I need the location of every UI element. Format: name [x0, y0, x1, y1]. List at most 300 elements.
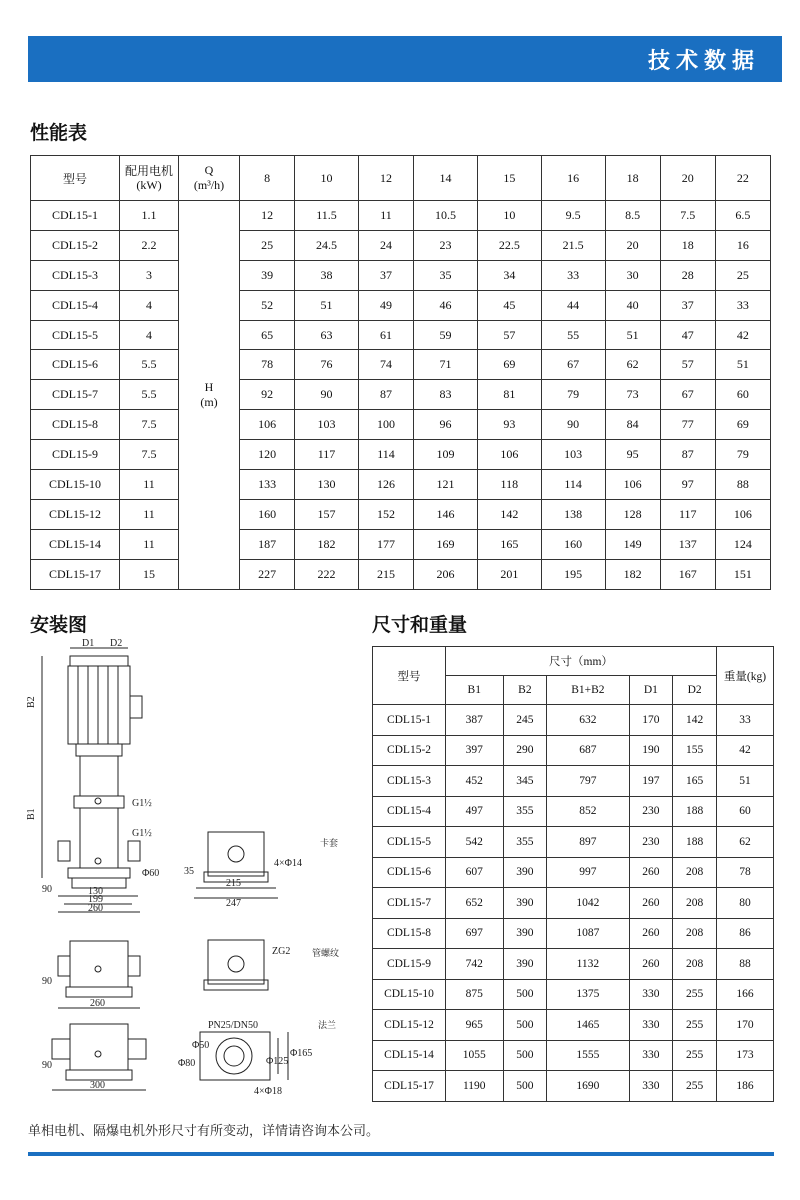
label-d1: D1 — [82, 638, 95, 649]
cell-head-value: 93 — [477, 410, 541, 440]
cell-head-value: 120 — [240, 440, 295, 470]
cell-head-value: 97 — [660, 470, 715, 500]
cell-model: CDL15-6 — [31, 350, 120, 380]
dim-cell-value: 500 — [503, 1040, 547, 1071]
cell-head-value: 117 — [660, 499, 715, 529]
table-row — [373, 705, 774, 736]
cell-head-value: 152 — [358, 499, 413, 529]
cell-head-value: 61 — [358, 320, 413, 350]
label-pn: PN25/DN50 — [208, 1020, 259, 1031]
install-title: 安装图 — [30, 614, 88, 636]
cell-head-value: 160 — [240, 499, 295, 529]
label-holes18: 4×Φ18 — [254, 1086, 282, 1097]
dim-subheader: D2 — [673, 676, 717, 705]
cell-motor: 11 — [120, 529, 179, 559]
cell-head-value: 71 — [414, 350, 478, 380]
cell-head-unit — [179, 201, 240, 590]
dim-cell-value: 330 — [629, 1040, 673, 1071]
cell-head-value: 121 — [414, 470, 478, 500]
cell-head-value: 109 — [414, 440, 478, 470]
cell-head-value: 9.5 — [541, 201, 605, 231]
dim-cell-value: 387 — [446, 705, 504, 736]
dim-cell-value: 652 — [446, 888, 504, 919]
label-holes14: 4×Φ14 — [274, 858, 302, 869]
cell-model: CDL15-7 — [31, 380, 120, 410]
cell-motor: 7.5 — [120, 410, 179, 440]
cell-head-value: 8.5 — [605, 201, 660, 231]
cell-head-value: 81 — [477, 380, 541, 410]
cell-head-value: 142 — [477, 499, 541, 529]
label-d50: Φ50 — [192, 1040, 210, 1051]
cell-head-value: 187 — [240, 529, 295, 559]
cell-head-value: 114 — [358, 440, 413, 470]
label-flange: 法兰 — [318, 1021, 337, 1031]
cell-head-value: 90 — [541, 410, 605, 440]
dim-cell-model: CDL15-7 — [373, 888, 446, 919]
dim-cell-value: 230 — [629, 827, 673, 858]
cell-motor: 5.5 — [120, 350, 179, 380]
cell-head-value: 138 — [541, 499, 605, 529]
cell-head-value: 62 — [605, 350, 660, 380]
cell-head-value: 117 — [295, 440, 359, 470]
dim-cell-model: CDL15-5 — [373, 827, 446, 858]
cell-motor: 11 — [120, 499, 179, 529]
label-zg2: ZG2 — [272, 946, 291, 957]
dim-cell-value: 170 — [629, 705, 673, 736]
dim-cell-value: 330 — [629, 1071, 673, 1102]
cell-head-value: 6.5 — [715, 201, 770, 231]
cell-head-value: 33 — [715, 290, 770, 320]
cell-head-value: 90 — [295, 380, 359, 410]
cell-head-value: 182 — [295, 529, 359, 559]
table-row — [373, 949, 774, 980]
cell-head-value: 195 — [541, 559, 605, 589]
cell-head-value: 146 — [414, 499, 478, 529]
header-motor — [120, 156, 179, 201]
table-row — [31, 320, 771, 350]
dim-cell-value: 355 — [503, 827, 547, 858]
cell-motor: 5.5 — [120, 380, 179, 410]
dim-cell-model: CDL15-14 — [373, 1040, 446, 1071]
label-260b: 260 — [90, 998, 105, 1009]
cell-head-value: 28 — [660, 260, 715, 290]
dim-cell-value: 1465 — [547, 1010, 629, 1041]
dim-subheader: B1+B2 — [547, 676, 629, 705]
label-b1: B1 — [26, 808, 37, 820]
cell-head-value: 65 — [240, 320, 295, 350]
dim-cell-weight: 86 — [717, 918, 774, 949]
header-bar — [28, 36, 782, 82]
dim-cell-value: 390 — [503, 888, 547, 919]
header-q — [179, 156, 240, 201]
dim-cell-value: 500 — [503, 1010, 547, 1041]
dim-cell-value: 345 — [503, 766, 547, 797]
cell-head-value: 106 — [240, 410, 295, 440]
cell-head-value: 33 — [541, 260, 605, 290]
cell-head-value: 88 — [715, 470, 770, 500]
dim-cell-weight: 166 — [717, 979, 774, 1010]
table-row — [31, 559, 771, 589]
dim-cell-value: 1555 — [547, 1040, 629, 1071]
footer-bar — [28, 1152, 774, 1156]
cell-head-value: 20 — [605, 230, 660, 260]
dim-cell-value: 165 — [673, 766, 717, 797]
table-row — [31, 290, 771, 320]
cell-head-value: 37 — [358, 260, 413, 290]
cell-head-value: 34 — [477, 260, 541, 290]
dim-cell-model: CDL15-10 — [373, 979, 446, 1010]
dim-cell-weight: 62 — [717, 827, 774, 858]
dim-cell-value: 290 — [503, 735, 547, 766]
dim-cell-weight: 78 — [717, 857, 774, 888]
label-300: 300 — [90, 1080, 105, 1091]
table-row — [373, 827, 774, 858]
cell-head-value: 24.5 — [295, 230, 359, 260]
dim-cell-model: CDL15-8 — [373, 918, 446, 949]
cell-head-value: 77 — [660, 410, 715, 440]
cell-head-value: 74 — [358, 350, 413, 380]
motor-body — [68, 666, 130, 744]
cell-head-value: 11 — [358, 201, 413, 231]
cell-head-value: 10.5 — [414, 201, 478, 231]
cell-head-value: 160 — [541, 529, 605, 559]
cell-head-value: 206 — [414, 559, 478, 589]
dim-cell-value: 1190 — [446, 1071, 504, 1102]
header-flow: 15 — [477, 156, 541, 201]
cell-head-value: 215 — [358, 559, 413, 589]
label-130: 130 — [88, 886, 103, 897]
label-d60: Φ60 — [142, 868, 160, 879]
header-motor-line1: 配用电机 — [124, 164, 173, 178]
outlet-circle — [95, 858, 101, 864]
cell-head-value: 157 — [295, 499, 359, 529]
cell-head-value: 103 — [541, 440, 605, 470]
dim-cell-weight: 173 — [717, 1040, 774, 1071]
cell-head-value: 151 — [715, 559, 770, 589]
table-row — [373, 918, 774, 949]
footnote: 单相电机、隔爆电机外形尺寸有所变动，详情请咨询本公司。 — [28, 1124, 380, 1139]
cell-head-value: 167 — [660, 559, 715, 589]
table-row — [373, 979, 774, 1010]
dim-cell-weight: 33 — [717, 705, 774, 736]
cell-head-value: 83 — [414, 380, 478, 410]
cell-head-value: 96 — [414, 410, 478, 440]
dim-subheader: D1 — [629, 676, 673, 705]
dim-cell-value: 542 — [446, 827, 504, 858]
dim-cell-value: 208 — [673, 918, 717, 949]
cell-head-value: 100 — [358, 410, 413, 440]
cell-head-value: 35 — [414, 260, 478, 290]
cell-head-value: 149 — [605, 529, 660, 559]
cell-head-value: 16 — [715, 230, 770, 260]
cell-head-value: 130 — [295, 470, 359, 500]
cell-head-value: 92 — [240, 380, 295, 410]
label-d2: D2 — [110, 638, 123, 649]
dim-cell-model: CDL15-12 — [373, 1010, 446, 1041]
cell-head-value: 133 — [240, 470, 295, 500]
dim-cell-model: CDL15-17 — [373, 1071, 446, 1102]
header-flow: 10 — [295, 156, 359, 201]
cell-head-value: 126 — [358, 470, 413, 500]
cell-head-value: 95 — [605, 440, 660, 470]
cell-head-value: 128 — [605, 499, 660, 529]
cell-motor: 4 — [120, 290, 179, 320]
dim-cell-value: 875 — [446, 979, 504, 1010]
cell-head-value: 51 — [605, 320, 660, 350]
cell-head-value: 47 — [660, 320, 715, 350]
header-flow: 16 — [541, 156, 605, 201]
label-90b: 90 — [42, 976, 52, 987]
table-row — [31, 350, 771, 380]
cell-head-value: 51 — [715, 350, 770, 380]
dim-cell-value: 607 — [446, 857, 504, 888]
cell-head-value: 137 — [660, 529, 715, 559]
dim-cell-value: 997 — [547, 857, 629, 888]
cell-head-value: 87 — [358, 380, 413, 410]
cell-motor: 3 — [120, 260, 179, 290]
header-motor-line2: (kW) — [136, 178, 162, 192]
dim-cell-value: 260 — [629, 918, 673, 949]
dim-cell-value: 260 — [629, 949, 673, 980]
dim-cell-model: CDL15-9 — [373, 949, 446, 980]
cell-model: CDL15-4 — [31, 290, 120, 320]
dim-cell-value: 497 — [446, 796, 504, 827]
cell-head-value: 69 — [715, 410, 770, 440]
header-flow: 18 — [605, 156, 660, 201]
dim-cell-value: 255 — [673, 979, 717, 1010]
dim-cell-value: 1042 — [547, 888, 629, 919]
dim-cell-model: CDL15-4 — [373, 796, 446, 827]
dim-cell-value: 208 — [673, 888, 717, 919]
label-247: 247 — [226, 898, 241, 909]
cell-motor: 7.5 — [120, 440, 179, 470]
cell-head-value: 39 — [240, 260, 295, 290]
installation-drawings — [28, 636, 358, 1106]
cell-head-value: 46 — [414, 290, 478, 320]
cell-head-value: 169 — [414, 529, 478, 559]
dim-cell-value: 852 — [547, 796, 629, 827]
cell-head-value: 67 — [541, 350, 605, 380]
cell-head-value: 23 — [414, 230, 478, 260]
cell-head-value: 222 — [295, 559, 359, 589]
header-flow: 8 — [240, 156, 295, 201]
dim-header-model: 型号 — [373, 647, 446, 705]
dim-cell-weight: 88 — [717, 949, 774, 980]
cell-head-value: 106 — [477, 440, 541, 470]
cell-head-value: 11.5 — [295, 201, 359, 231]
dim-cell-weight: 42 — [717, 735, 774, 766]
table-row — [373, 766, 774, 797]
dim-cell-value: 208 — [673, 949, 717, 980]
table-row — [31, 230, 771, 260]
label-90c: 90 — [42, 1060, 52, 1071]
table-row — [373, 1010, 774, 1041]
cell-head-value: 57 — [477, 320, 541, 350]
cell-motor: 1.1 — [120, 201, 179, 231]
cell-motor: 4 — [120, 320, 179, 350]
dim-cell-value: 188 — [673, 796, 717, 827]
dim-cell-value: 260 — [629, 857, 673, 888]
dim-cell-value: 355 — [503, 796, 547, 827]
cell-head-value: 18 — [660, 230, 715, 260]
cell-head-value: 51 — [295, 290, 359, 320]
page-title: 技术数据 — [647, 49, 760, 74]
cell-head-value: 201 — [477, 559, 541, 589]
cell-head-value: 60 — [715, 380, 770, 410]
dim-cell-value: 500 — [503, 979, 547, 1010]
dim-cell-value: 330 — [629, 1010, 673, 1041]
cell-model: CDL15-17 — [31, 559, 120, 589]
dim-cell-value: 897 — [547, 827, 629, 858]
cell-head-value: 57 — [660, 350, 715, 380]
table-row — [373, 1040, 774, 1071]
cell-head-value: 114 — [541, 470, 605, 500]
cell-head-value: 106 — [605, 470, 660, 500]
dim-cell-value: 197 — [629, 766, 673, 797]
dim-cell-weight: 80 — [717, 888, 774, 919]
dim-cell-value: 245 — [503, 705, 547, 736]
dim-cell-value: 255 — [673, 1040, 717, 1071]
cell-model: CDL15-14 — [31, 529, 120, 559]
cell-motor: 11 — [120, 470, 179, 500]
cell-head-value: 55 — [541, 320, 605, 350]
head-unit-line2: (m) — [200, 394, 218, 409]
dim-cell-value: 632 — [547, 705, 629, 736]
cell-head-value: 78 — [240, 350, 295, 380]
dim-header-weight: 重量(kg) — [717, 647, 774, 705]
cell-head-value: 37 — [660, 290, 715, 320]
cell-head-value: 10 — [477, 201, 541, 231]
cell-head-value: 59 — [414, 320, 478, 350]
cell-head-value: 67 — [660, 380, 715, 410]
dim-cell-value: 697 — [446, 918, 504, 949]
dim-cell-value: 390 — [503, 857, 547, 888]
dim-cell-value: 142 — [673, 705, 717, 736]
dim-cell-weight: 60 — [717, 796, 774, 827]
cell-head-value: 44 — [541, 290, 605, 320]
cell-head-value: 12 — [240, 201, 295, 231]
table-header-row — [31, 156, 771, 201]
cell-head-value: 49 — [358, 290, 413, 320]
label-260a: 260 — [88, 903, 103, 914]
table-row — [31, 499, 771, 529]
dim-cell-value: 260 — [629, 888, 673, 919]
label-199: 199 — [88, 894, 103, 905]
header-flow: 22 — [715, 156, 770, 201]
cell-head-value: 118 — [477, 470, 541, 500]
cell-head-value: 45 — [477, 290, 541, 320]
table-row — [31, 470, 771, 500]
dim-cell-value: 1087 — [547, 918, 629, 949]
dim-cell-model: CDL15-2 — [373, 735, 446, 766]
dim-cell-weight: 186 — [717, 1071, 774, 1102]
cell-head-value: 73 — [605, 380, 660, 410]
cell-head-value: 21.5 — [541, 230, 605, 260]
cell-head-value: 24 — [358, 230, 413, 260]
table-row — [31, 380, 771, 410]
dim-cell-value: 965 — [446, 1010, 504, 1041]
cell-model: CDL15-10 — [31, 470, 120, 500]
dim-cell-value: 500 — [503, 1071, 547, 1102]
performance-table — [30, 155, 771, 590]
dim-cell-value: 1375 — [547, 979, 629, 1010]
dim-cell-value: 255 — [673, 1071, 717, 1102]
table-row — [373, 735, 774, 766]
cell-head-value: 227 — [240, 559, 295, 589]
table-row — [31, 201, 771, 231]
table-row — [373, 796, 774, 827]
cell-motor: 15 — [120, 559, 179, 589]
cell-head-value: 79 — [715, 440, 770, 470]
label-d165: Φ165 — [290, 1048, 313, 1059]
label-d80: Φ80 — [178, 1058, 196, 1069]
label-90a: 90 — [42, 884, 52, 895]
dim-cell-value: 390 — [503, 949, 547, 980]
label-thread: 管螺纹 — [312, 949, 340, 959]
label-35: 35 — [184, 866, 194, 877]
dim-cell-value: 452 — [446, 766, 504, 797]
dim-cell-value: 390 — [503, 918, 547, 949]
cell-head-value: 69 — [477, 350, 541, 380]
cell-head-value: 52 — [240, 290, 295, 320]
dim-subheader: B2 — [503, 676, 547, 705]
cell-head-value: 87 — [660, 440, 715, 470]
label-cap: 卡套 — [320, 839, 339, 849]
cell-head-value: 25 — [240, 230, 295, 260]
cell-model: CDL15-9 — [31, 440, 120, 470]
cell-head-value: 124 — [715, 529, 770, 559]
dimensions-title: 尺寸和重量 — [372, 614, 468, 636]
dim-cell-model: CDL15-1 — [373, 705, 446, 736]
cell-model: CDL15-5 — [31, 320, 120, 350]
dim-cell-value: 1055 — [446, 1040, 504, 1071]
table-row — [373, 857, 774, 888]
table-row — [31, 260, 771, 290]
cell-head-value: 84 — [605, 410, 660, 440]
label-g1-lower: G1½ — [132, 828, 152, 839]
cell-head-value: 63 — [295, 320, 359, 350]
performance-title: 性能表 — [30, 122, 88, 144]
dim-subheader: B1 — [446, 676, 504, 705]
dim-cell-value: 230 — [629, 796, 673, 827]
dim-header-size: 尺寸（mm） — [446, 647, 717, 676]
dim-cell-value: 188 — [673, 827, 717, 858]
table-row — [373, 888, 774, 919]
dim-cell-value: 155 — [673, 735, 717, 766]
cell-head-value: 165 — [477, 529, 541, 559]
cell-head-value: 30 — [605, 260, 660, 290]
label-g1-upper: G1½ — [132, 798, 152, 809]
cell-model: CDL15-1 — [31, 201, 120, 231]
motor-top — [70, 656, 128, 666]
cell-head-value: 25 — [715, 260, 770, 290]
dim-cell-value: 687 — [547, 735, 629, 766]
table-row — [31, 410, 771, 440]
cell-head-value: 182 — [605, 559, 660, 589]
cell-head-value: 40 — [605, 290, 660, 320]
dim-cell-value: 190 — [629, 735, 673, 766]
installation-drawing-svg — [28, 636, 358, 1106]
dim-cell-value: 397 — [446, 735, 504, 766]
cell-head-value: 79 — [541, 380, 605, 410]
cell-model: CDL15-2 — [31, 230, 120, 260]
dim-cell-value: 742 — [446, 949, 504, 980]
dim-cell-value: 330 — [629, 979, 673, 1010]
header-flow: 20 — [660, 156, 715, 201]
dim-cell-model: CDL15-3 — [373, 766, 446, 797]
header-q-line1: Q — [204, 163, 214, 177]
dim-cell-model: CDL15-6 — [373, 857, 446, 888]
